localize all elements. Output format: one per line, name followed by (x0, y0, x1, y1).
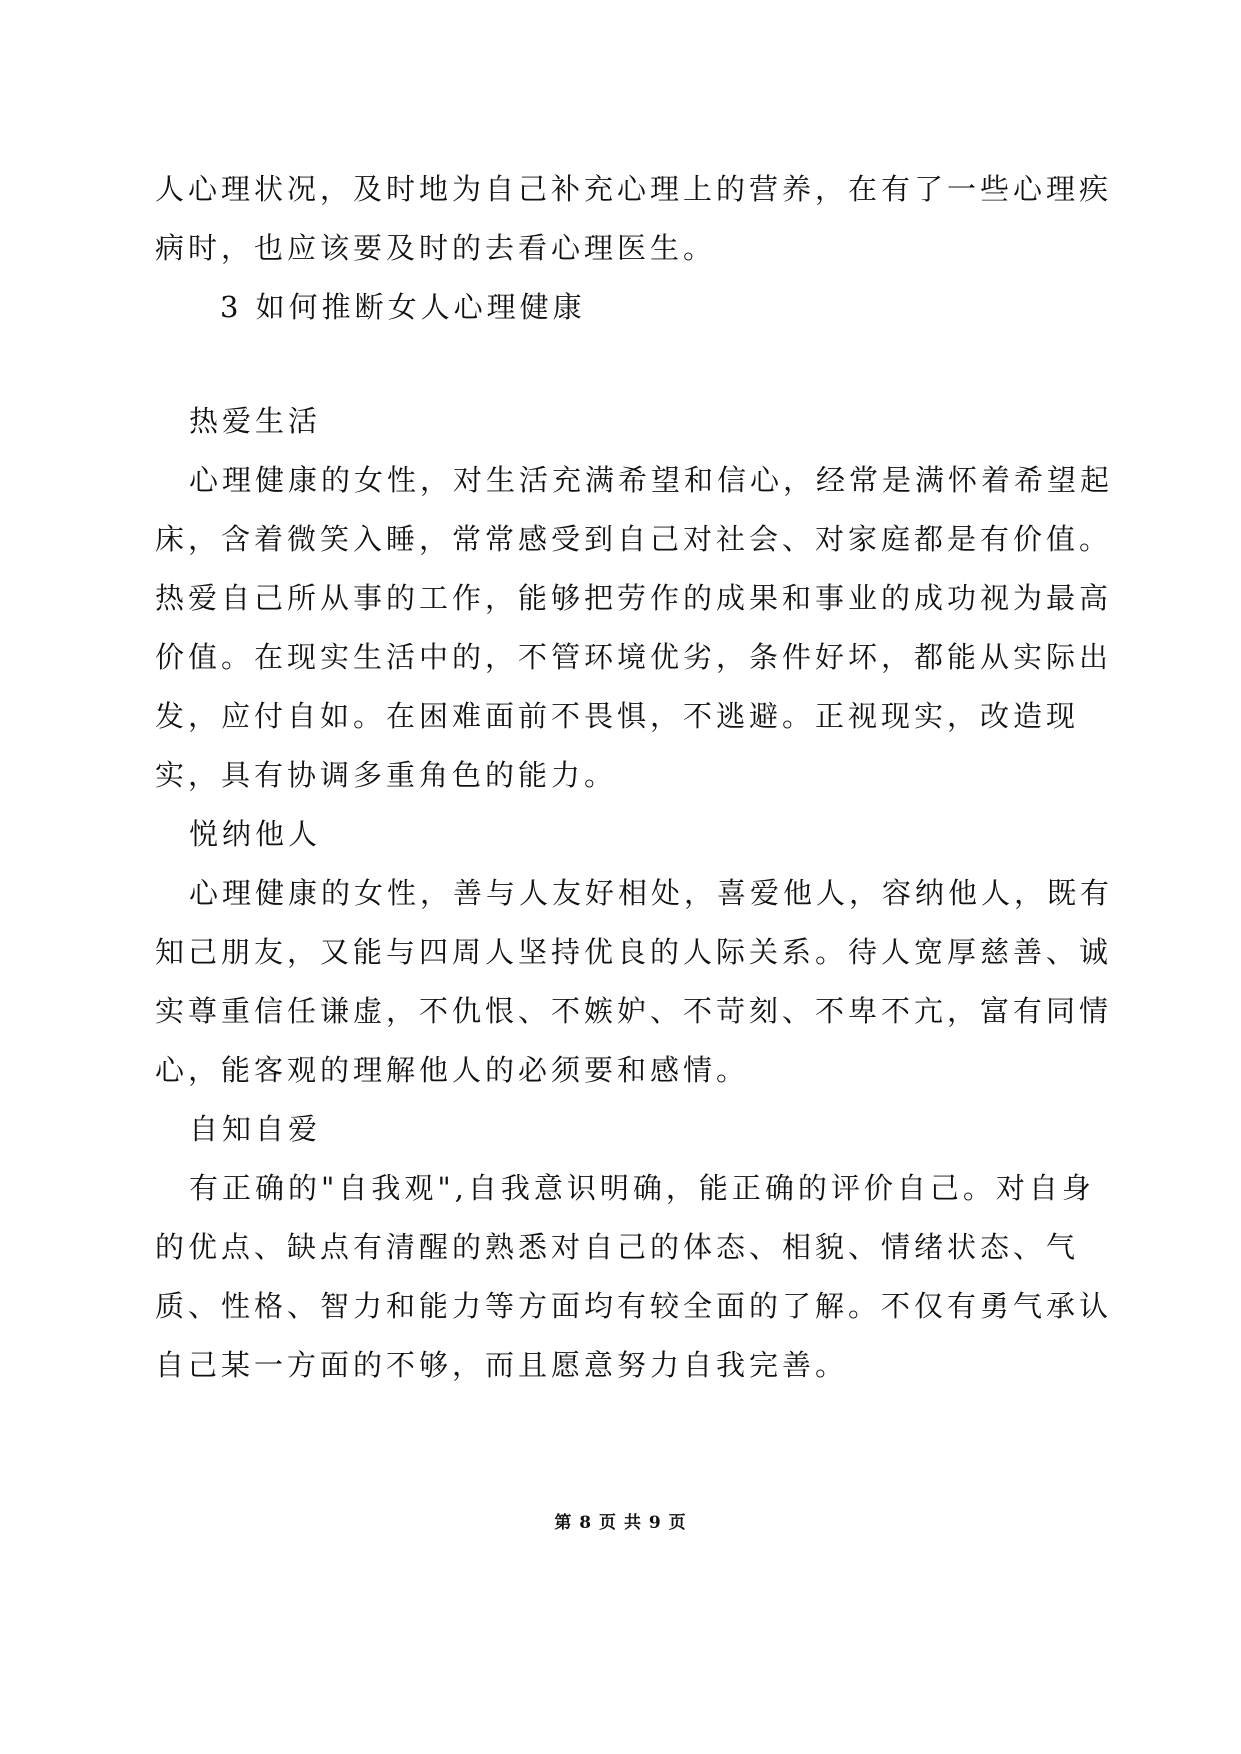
subheading-self-knowledge: 自知自爱 (189, 1112, 322, 1146)
paragraph-self-knowledge: 有正确的"自我观",自我意识明确，能正确的评价自己。对自身的优点、缺点有清醒的熟悉对自己的体态、相貌、情绪状态、气质、性格、智力和能力等方面均有较全面的了解。不仅有勇气承认自己某一方面的不够，而且愿意努力自我完善。 (155, 1171, 1113, 1382)
paragraph-love-life: 心理健康的女性，对生活充满希望和信心，经常是满怀着希望起床，含着微笑入睡，常常感受到自己对社会、对家庭都是有价值。热爱自己所从事的工作，能够把劳作的成果和事业的成功视为最高价值。在现实生活中的，不管环境优劣，条件好坏，都能从实际出发，应付自如。在困难面前不畏惧，不逃避。正视现实，改造现实，具有协调多重角色的能力。 (155, 463, 1114, 792)
document-body-top (155, 160, 1115, 337)
subheading-accept-others: 悦纳他人 (189, 817, 322, 851)
section-heading: 3 如何推断女人心理健康 (220, 290, 586, 324)
page-number-footer: 第 8 页 共 9 页 (554, 1513, 687, 1533)
subheading-love-life: 热爱生活 (189, 404, 322, 438)
document-body-main (155, 392, 1115, 1395)
paragraph-continuation: 人心理状况，及时地为自己补充心理上的营养，在有了一些心理疾病时，也应该要及时的去看心理医生。 (155, 172, 1113, 265)
paragraph-accept-others: 心理健康的女性，善与人友好相处，喜爱他人，容纳他人，既有知己朋友，又能与四周人坚持优良的人际关系。待人宽厚慈善、诚实尊重信任谦虚，不仇恨、不嫉妒、不苛刻、不卑不亢，富有同情心，能客观的理解他人的必须要和感情。 (155, 876, 1114, 1087)
